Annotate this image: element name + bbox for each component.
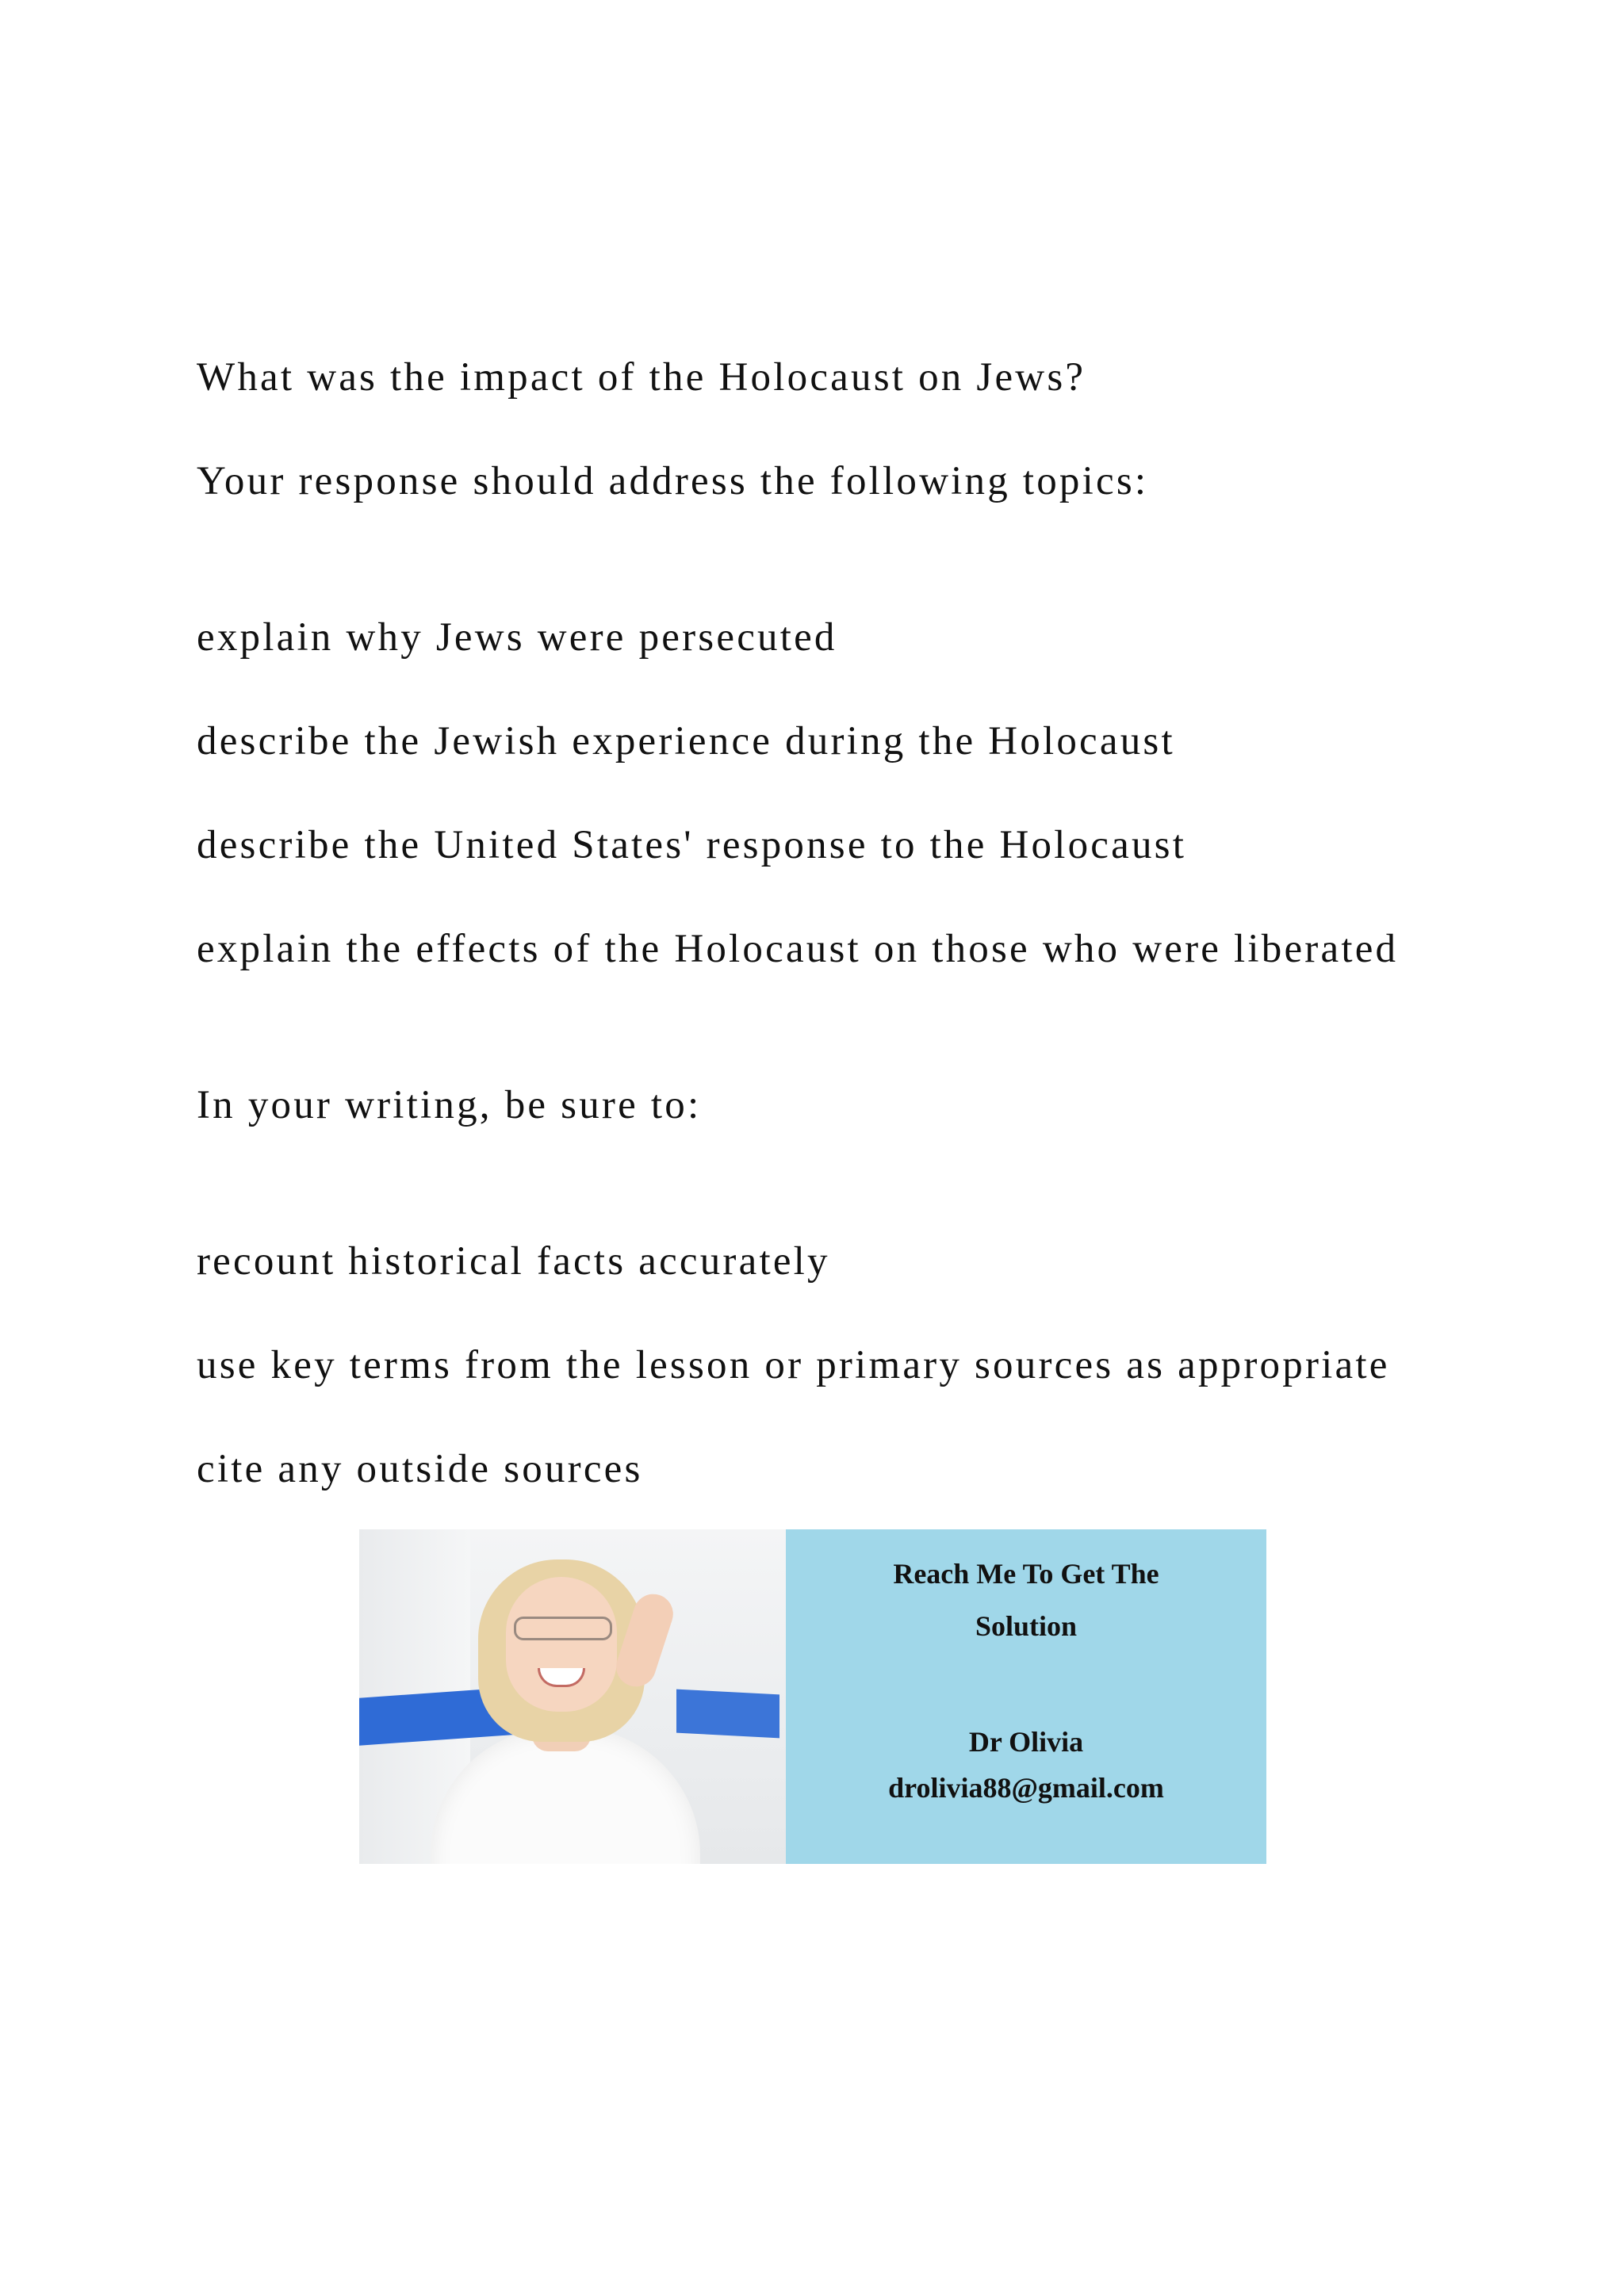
tutor-photo (359, 1529, 786, 1864)
contact-banner (359, 1529, 1266, 1864)
writing-intro: In your writing, be sure to: (197, 1083, 702, 1127)
topic-item-2: describe the Jewish experience during the Holocaust (197, 719, 1175, 763)
writing-point-1: recount historical facts accurately (197, 1239, 830, 1284)
contact-email: drolivia88@gmail.com (888, 1772, 1164, 1804)
writing-point-2: use key terms from the lesson or primary sources as appropriate (197, 1343, 1390, 1387)
banner-line-2: Solution (975, 1610, 1078, 1642)
contact-name: Dr Olivia (968, 1726, 1084, 1758)
topic-item-4: explain the effects of the Holocaust on those who were liberated (197, 927, 1399, 971)
topics-intro: Your response should address the following topics: (197, 459, 1149, 503)
topic-item-3: describe the United States' response to the Holocaust (197, 823, 1187, 867)
contact-panel (786, 1529, 1266, 1864)
question-heading: What was the impact of the Holocaust on Jews? (197, 355, 1086, 400)
banner-line-1: Reach Me To Get The (893, 1558, 1159, 1590)
topic-item-1: explain why Jews were persecuted (197, 615, 837, 660)
writing-point-3: cite any outside sources (197, 1447, 643, 1491)
